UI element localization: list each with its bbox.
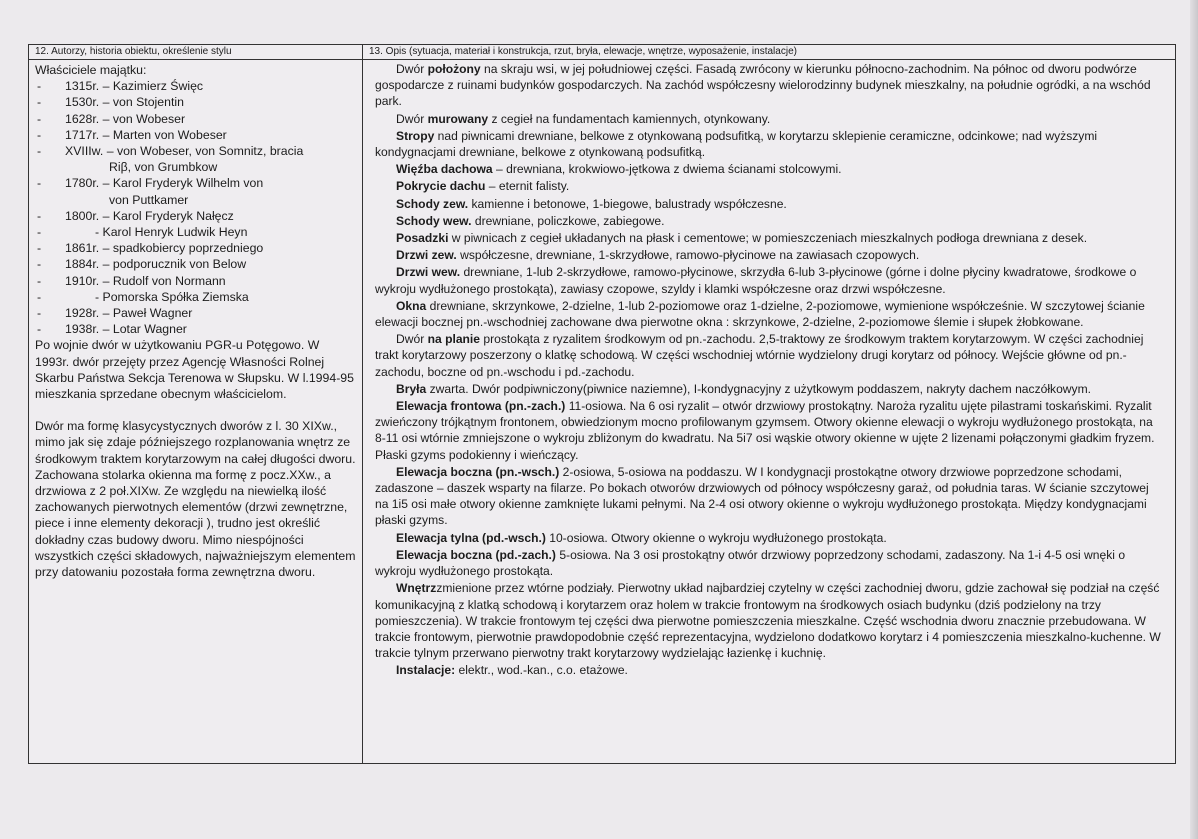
- paragraph-term: na planie: [427, 332, 481, 347]
- owner-dash: -: [37, 176, 42, 191]
- owner-dash: -: [37, 225, 42, 240]
- owner-text: 1928r. – Paweł Wagner: [65, 306, 193, 321]
- history-paragraph: Po wojnie dwór w użytkowaniu PGR-u Potęgowo. W 1993r. dwór przejęty przez Agencję Własności Rolnej Skarbu Państwa Sekcja Terenowa w Słupsku. W l.1994-95 mieszkania sprzedane obecnym właścicielom.: [35, 338, 354, 402]
- paragraph-text: drewniane, policzkowe, zabiegowe.: [471, 213, 665, 228]
- description-body: [363, 60, 1175, 679]
- owners-list: [35, 78, 356, 337]
- owner-item: [35, 143, 356, 159]
- owner-text: 1315r. – Kazimierz Święc: [65, 79, 204, 94]
- description-paragraph: [375, 61, 1165, 110]
- description-paragraph: [375, 464, 1165, 529]
- description-column: [363, 45, 1175, 763]
- owner-text: - Pomorska Spółka Ziemska: [95, 289, 249, 304]
- paragraph-text: – drewniana, krokwiowo-jętkowa z dwiema ścianami stolcowymi.: [492, 162, 842, 177]
- owner-dash: -: [37, 79, 42, 94]
- owner-dash: -: [37, 322, 42, 337]
- description-paragraph: [375, 264, 1165, 296]
- history-column: [29, 45, 362, 763]
- owner-item: [35, 175, 356, 191]
- description-paragraph: [375, 547, 1165, 579]
- owner-item: [35, 273, 356, 289]
- paragraph-term: Bryła: [396, 381, 427, 396]
- owner-dash: -: [37, 208, 42, 223]
- paragraph-text: prostokąta z ryzalitem środkowym od pn.-zachodu. 2,5-traktowy ze środkowym traktem korytarzowym. W części zachodniej trakt korytarzowy poszerzony o klatkę schodową. W części wschodniej wtórnie wydzielony drugi korytarz od północy. Wejście główne od pn.-zachodu, boczne od pn.-wschodu i pd.-zachodu.: [375, 332, 1144, 379]
- paragraph-term: murowany: [427, 111, 489, 126]
- owner-dash: -: [37, 111, 42, 126]
- paragraph-term: Drzwi wew.: [396, 265, 461, 280]
- owner-item: [35, 240, 356, 256]
- paragraph-text: na skraju wsi, w jej południowej części. Fasadą zwrócony w kierunku północno-zachodnim. Na północ od dworu podwórze gospodarcze z ruinami budynków gospodarczych. Na zachód współczesny wielorodzinny budynek mieszkalny, na południe ogródki, a na wschód park.: [375, 62, 1151, 109]
- owner-dash: -: [37, 289, 42, 304]
- description-paragraph: [375, 230, 1165, 246]
- paragraph-term: Stropy: [396, 128, 435, 143]
- paragraph-text: zwarta. Dwór podpiwniczony(piwnice naziemne), I-kondygnacyjny z użytkowym poddaszem, nakryty dachem naczółkowym.: [426, 381, 1092, 396]
- style-paragraph: Dwór ma formę klasycystycznych dworów z l. 30 XIXw., mimo jak się zdaje późniejszego rozplanowania wnętrz ze środkowym traktem korytarzowym na całej długości dworu. Zachowana stolarka okienna ma formę z pocz.XXw., a drzwiowa z 2 poł.XIXw. Ze względu na niewielką ilość zachowanych pierwotnych elementów (drzwi zewnętrzne, piece i inne elementy dekoracji ), trudno jest określić dokładny czas budowy dworu. Mimo niespójności wszystkich części składowych, najważniejszym elementem przy datowaniu pozostała forma zewnętrzna dworu.: [35, 419, 356, 580]
- paragraph-text: elektr., wod.-kan., c.o. etażowe.: [455, 663, 628, 678]
- description-paragraph: [375, 161, 1165, 177]
- history-body: [29, 60, 362, 580]
- history-header: 12. Autorzy, historia obiektu, określenie stylu: [29, 45, 362, 60]
- description-paragraph: [375, 580, 1165, 661]
- owner-text: 1800r. – Karol Fryderyk Nałęcz: [65, 208, 234, 223]
- paragraph-text: drewniane, skrzynkowe, 2-dzielne, 1-lub 2-poziomowe oraz 1-dzielne, 2-poziomowe, wymienione współcześnie. W szczytowej ścianie elewacji bocznej pn.-wschodniej zachowane dwa pierwotne okna : skrzynkowe, 2-dzielne, 2-poziomowe ślemie i słupek żłobkowane.: [375, 298, 1145, 330]
- description-paragraph: [375, 530, 1165, 546]
- owner-text: 1628r. – von Wobeser: [65, 111, 186, 126]
- owner-dash: -: [37, 257, 42, 272]
- paragraph-term: położony: [427, 62, 481, 76]
- owner-item: [35, 159, 356, 175]
- owner-text: 1780r. – Karol Fryderyk Wilhelm von: [65, 176, 264, 191]
- paragraph-term: Elewacja frontowa (pn.-zach.): [396, 399, 566, 414]
- paragraph-lead: Dwór: [396, 332, 428, 347]
- paragraph-term: Pokrycie dachu: [396, 179, 486, 194]
- description-paragraph: [375, 111, 1165, 127]
- owner-item: [35, 305, 356, 321]
- owner-text: Riβ, von Grumbkow: [109, 160, 218, 175]
- description-paragraph: [375, 213, 1165, 229]
- paragraph-text: 5-osiowa. Na 3 osi prostokątny otwór drzwiowy poprzedzony schodami, zadaszony. Na 1-i 4-5 osi wnęki o wykroju wydłużonego prostokąta.: [375, 547, 1126, 579]
- owner-item: [35, 127, 356, 143]
- owner-item: [35, 78, 356, 94]
- owner-text: - Karol Henryk Ludwik Heyn: [95, 225, 248, 240]
- owner-item: [35, 192, 356, 208]
- owner-text: 1910r. – Rudolf von Normann: [65, 273, 226, 288]
- owner-dash: -: [37, 306, 42, 321]
- paragraph-term: Elewacja boczna (pn.-wsch.): [396, 464, 560, 479]
- owner-item: [35, 289, 356, 305]
- owner-item: [35, 94, 356, 110]
- description-paragraph: [375, 178, 1165, 194]
- owner-text: 1717r. – Marten von Wobeser: [65, 127, 227, 142]
- paragraph-text: nad piwnicami drewniane, belkowe z otynkowaną podsufitką, w korytarzu sklepienie ceramiczne, odcinkowe; nad wyższymi kondygnacjami drewniane, belkowe z otynkowaną podsufitką.: [375, 128, 1098, 160]
- owner-item: [35, 321, 356, 337]
- paragraph-term: Elewacja tylna (pd.-wsch.): [396, 530, 546, 545]
- paragraph-text: zmienione przez wtórne podziały. Pierwotny układ najbardziej czytelny w części zachodniej dworu, gdzie zachował się podział na część komunikacyjną z klatką schodową i korytarzem oraz holem w trakcie frontowym na środkowych osiach budynku (dziś podzielony na trzy pomieszczenia). W trakcie frontowym tej części dwa pierwotne pomieszczenia mieszkalne. Część wschodnia dworu znacznie przebudowana. W trakcie frontowym, pierwotnie prawdopodobnie część reprezentacyjna, wydzielono dodatkowo korytarz i 4 pomieszczenia mieszkalno-kuchenne. W trakcie tylnym przerwano pierwotny trakt korytarzowy wydzielając łazienkę i kuchnię.: [375, 581, 1161, 661]
- paragraph-text: kamienne i betonowe, 1-biegowe, balustrady współczesne.: [468, 196, 787, 211]
- paragraph-lead: Dwór: [396, 111, 428, 126]
- paragraph-text: 2-osiowa, 5-osiowa na poddaszu. W I kondygnacji prostokątne otwory drzwiowe poprzedzone schodami, zadaszone – daszek wsparty na filarze. Po bokach otworów drzwiowych od północy współczesny garaż, od południa taras. W ścianie szczytowej na 1i5 osi małe otwory okienne zamknięte lukami pełnymi. Na 2-4 osi otwory okienne o wykroju wydłużonego prostokąta. Między kondygnacjami płaski gzyms.: [375, 464, 1149, 528]
- description-paragraph: [375, 128, 1165, 160]
- paragraph-text: w piwnicach z cegieł układanych na płask i cementowe; w pomieszczeniach mieszkalnych podłoga drewniana z desek.: [448, 231, 1088, 246]
- paragraph-text: 10-osiowa. Otwory okienne o wykroju wydłużonego prostokąta.: [545, 530, 887, 545]
- owner-dash: -: [37, 127, 42, 142]
- owner-dash: -: [37, 95, 42, 110]
- paragraph-text: współczesne, drewniane, 1-skrzydłowe, ramowo-płycinowe na zawiasach czopowych.: [456, 248, 920, 263]
- owner-dash: [35, 192, 65, 208]
- owner-text: 1884r. – podporucznik von Below: [65, 257, 247, 272]
- paragraph-term: Schody wew.: [396, 213, 472, 228]
- paragraph-term: Elewacja boczna (pd.-zach.): [396, 547, 556, 562]
- description-paragraph: [375, 196, 1165, 212]
- description-paragraph: [375, 662, 1165, 678]
- description-paragraph: [375, 381, 1165, 397]
- paragraph-term: Instalacje:: [396, 663, 456, 678]
- owner-item: [35, 256, 356, 272]
- description-paragraph: [375, 298, 1165, 330]
- paragraph-term: Drzwi zew.: [396, 248, 457, 263]
- paragraph-text: 11-osiowa. Na 6 osi ryzalit – otwór drzwiowy prostokątny. Naroża ryzalitu ujęte pilastrami toskańskimi. Ryzalit zwieńczony trójkątnym frontonem, obwiedzionym mocno profilowanym gzymsem. Otwory okienne elewacji o wykroju wydłużonego prostokąta, na 8-11 osi wtórnie zmniejszone o wykroju zbliżonym do kwadratu. Na 5i7 osi wąskie otwory okienne w ujęte 2 lizenami połączonymi gładkim fryzem. Płaski gzyms podokienny i wieńczący.: [375, 399, 1155, 462]
- owners-title: Właściciele majątku:: [35, 63, 147, 77]
- paragraph-term: Okna: [396, 298, 427, 313]
- owner-text: 1938r. – Lotar Wagner: [65, 322, 187, 337]
- owner-text: XVIIIw. – von Wobeser, von Somnitz, bracia: [65, 144, 304, 159]
- paragraph-term: Schody zew.: [396, 196, 469, 211]
- paragraph-term: Posadzki: [396, 231, 449, 246]
- paragraph-text: z cegieł na fundamentach kamiennych, otynkowany.: [488, 111, 771, 126]
- paragraph-term: Wnętrz: [396, 581, 437, 596]
- form-sheet: [28, 44, 1176, 764]
- description-paragraph: [375, 398, 1165, 463]
- owner-dash: -: [37, 241, 42, 256]
- owner-text: 1530r. – von Stojentin: [65, 95, 184, 110]
- owner-item: [35, 208, 356, 224]
- owner-dash: [35, 159, 65, 175]
- owner-item: [35, 111, 356, 127]
- owner-dash: -: [37, 144, 42, 159]
- owner-text: von Puttkamer: [109, 192, 189, 207]
- owner-item: [35, 224, 356, 240]
- paragraph-lead: Dwór: [396, 62, 428, 76]
- description-paragraph: [375, 331, 1165, 380]
- description-header: 13. Opis (sytuacja, materiał i konstrukcja, rzut, bryła, elewacje, wnętrze, wyposażenie, instalacje): [363, 45, 1175, 60]
- paragraph-text: drewniane, 1-lub 2-skrzydłowe, ramowo-płycinowe, skrzydła 6-lub 3-płycinowe (górne i dolne płyciny kwadratowe, środkowe o wykroju wydłużonego prostokąta), zawiasy czopowe, szyldy i klamki współczesne oraz drzwi współczesne.: [375, 265, 1137, 296]
- page-edge: [1190, 0, 1198, 839]
- owner-text: 1861r. – spadkobiercy poprzedniego: [65, 241, 264, 256]
- paragraph-term: Więźba dachowa: [396, 162, 493, 177]
- description-paragraph: [375, 247, 1165, 263]
- paragraph-text: – eternit falisty.: [485, 179, 570, 194]
- owner-dash: -: [37, 273, 42, 288]
